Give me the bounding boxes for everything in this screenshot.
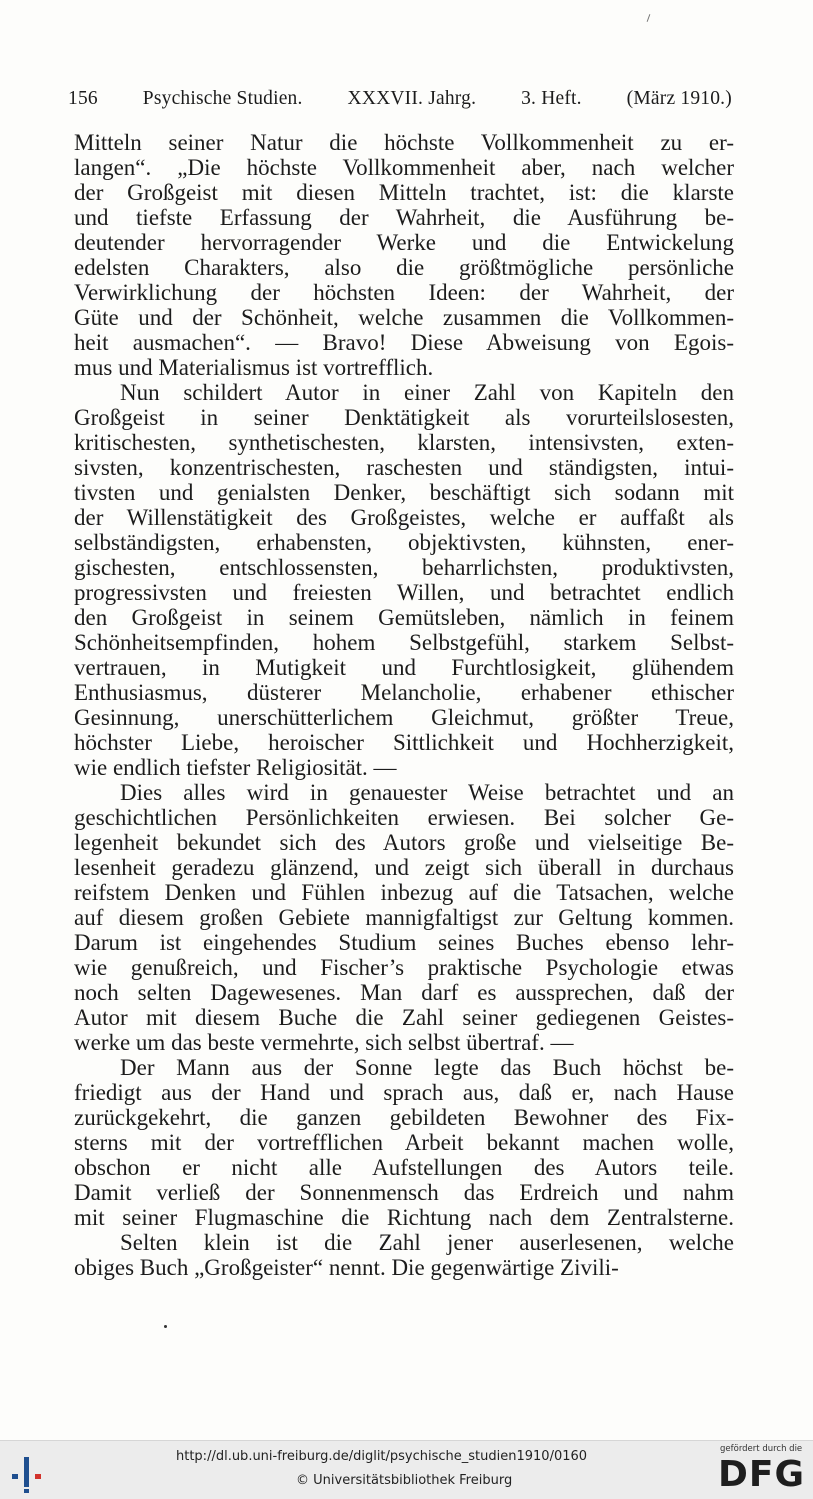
text-line: lesenheit geradezu glänzend, und zeigt sich überall in durchaus (74, 855, 734, 880)
text-line: den Großgeist in seinem Gemütsleben, nämlich in feinem (74, 605, 734, 630)
text-line: sterns mit der vortrefflichen Arbeit bekannt machen wolle, (74, 1130, 734, 1155)
permalink-url[interactable]: http://dl.ub.uni-freiburg.de/diglit/psychische_studien1910/0160 (176, 1449, 588, 1464)
library-logo-icon (10, 1453, 50, 1489)
text-line: legenheit bekundet sich des Autors große und vielseitige Be- (74, 830, 734, 855)
scan-speck (164, 1325, 167, 1328)
text-line: reifstem Denken und Fühlen inbezug auf die Tatsachen, welche (74, 880, 734, 905)
text-line: und tiefste Erfassung der Wahrheit, die Ausführung be- (74, 205, 734, 230)
text-line: Enthusiasmus, düsterer Melancholie, erhabener ethischer (74, 680, 734, 705)
text-line: edelsten Charakters, also die größtmögliche persönliche (74, 255, 734, 280)
text-line: friedigt aus der Hand und sprach aus, daß er, nach Hause (74, 1080, 734, 1105)
volume: XXXVII. Jahrg. (347, 88, 477, 109)
text-line: deutender hervorragender Werke und die Entwickelung (74, 230, 734, 255)
viewer-footer (0, 1440, 813, 1499)
running-header (68, 88, 732, 116)
text-line: höchster Liebe, heroischer Sittlichkeit und Hochherzigkeit, (74, 730, 734, 755)
journal-title: Psychische Studien. (142, 88, 303, 109)
text-line: heit ausmachen“. — Bravo! Diese Abweisung von Egois- (74, 330, 734, 355)
text-line: noch selten Dagewesenes. Man darf es aussprechen, daß der (74, 980, 734, 1005)
text-line: geschichtlichen Persönlichkeiten erwiesen. Bei solcher Ge- (74, 805, 734, 830)
text-line: sivsten, konzentrischesten, raschesten und ständigsten, intui- (74, 455, 734, 480)
text-line: Der Mann aus der Sonne legte das Buch höchst be- (120, 1055, 734, 1080)
text-line: gischesten, entschlossensten, beharrlichsten, produktivsten, (74, 555, 734, 580)
text-line: tivsten und genialsten Denker, beschäftigt sich sodann mit (74, 480, 734, 505)
text-line: Darum ist eingehendes Studium seines Buches ebenso lehr- (74, 930, 734, 955)
text-line: kritischesten, synthetischesten, klarsten, intensivsten, exten- (74, 430, 734, 455)
dfg-sponsor-logo (718, 1444, 806, 1496)
text-line: Dies alles wird in genauester Weise betrachtet und an (120, 780, 734, 805)
text-line: progressivsten und freiesten Willen, und betrachtet endlich (74, 580, 734, 605)
text-line: langen“. „Die höchste Vollkommenheit aber, nach welcher (74, 155, 734, 180)
text-line: wie genußreich, und Fischer’s praktische Psychologie etwas (74, 955, 734, 980)
text-line: Damit verließ der Sonnenmensch das Erdreich und nahm (74, 1180, 734, 1205)
issue: 3. Heft. (521, 88, 582, 109)
text-line: Schönheitsempfinden, hohem Selbstgefühl, starkem Selbst- (74, 630, 734, 655)
body-text (74, 130, 734, 1280)
page-number: 156 (68, 88, 98, 109)
sponsor-caption: gefördert durch die (720, 1444, 803, 1454)
text-line: werke um das beste vermehrte, sich selbst übertraf. — (74, 1030, 574, 1055)
copyright-notice: © Universitätsbibliothek Freiburg (296, 1473, 513, 1488)
text-line: mit seiner Flugmaschine die Richtung nach dem Zentralsterne. (74, 1205, 734, 1230)
text-line: wie endlich tiefster Religiosität. — (74, 755, 397, 780)
text-line: Großgeist in seiner Denktätigkeit als vorurteilslosesten, (74, 405, 734, 430)
text-line: selbständigsten, erhabensten, objektivsten, kühnsten, ener- (74, 530, 734, 555)
text-line: Güte und der Schönheit, welche zusammen die Vollkommen- (74, 305, 734, 330)
text-line: der Willenstätigkeit des Großgeistes, welche er auffaßt als (74, 505, 734, 530)
text-line: auf diesem großen Gebiete mannigfaltigst zur Geltung kommen. (74, 905, 734, 930)
text-line: Mitteln seiner Natur die höchste Vollkommenheit zu er- (74, 130, 734, 155)
text-line: Selten klein ist die Zahl jener auserlesenen, welche (120, 1230, 734, 1255)
text-line: Gesinnung, unerschütterlichem Gleichmut, größter Treue, (74, 705, 734, 730)
dfg-logo-text: DFG (718, 1454, 806, 1495)
issue-date: (März 1910.) (626, 88, 732, 109)
text-line: zurückgekehrt, die ganzen gebildeten Bewohner des Fix- (74, 1105, 734, 1130)
text-line: vertrauen, in Mutigkeit und Furchtlosigkeit, glühendem (74, 655, 734, 680)
text-line: Nun schildert Autor in einer Zahl von Kapiteln den (120, 380, 734, 405)
text-line: obschon er nicht alle Aufstellungen des Autors teile. (74, 1155, 734, 1180)
text-line: Verwirklichung der höchsten Ideen: der Wahrheit, der (74, 280, 734, 305)
text-line: obiges Buch „Großgeister“ nennt. Die gegenwärtige Zivili- (74, 1255, 619, 1280)
text-line: der Großgeist mit diesen Mitteln trachtet, ist: die klarste (74, 180, 734, 205)
scan-speck (647, 14, 651, 22)
text-line: mus und Materialismus ist vortrefflich. (74, 355, 434, 380)
text-line: Autor mit diesem Buche die Zahl seiner gediegenen Geistes- (74, 1005, 734, 1030)
